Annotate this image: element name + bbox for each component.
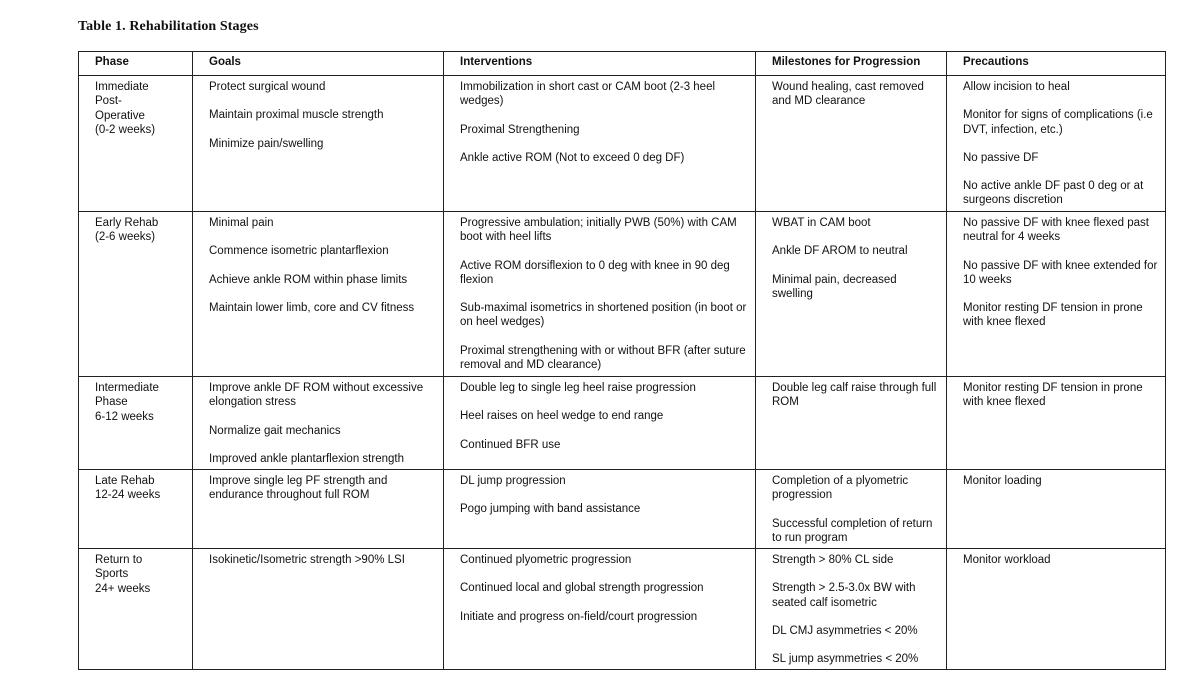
precautions-cell xyxy=(947,76,1166,212)
goals-cell xyxy=(193,377,444,470)
interventions-item: Active ROM dorsiflexion to 0 deg with knee in 90 deg flexion xyxy=(460,259,730,286)
precautions-item: Monitor loading xyxy=(963,475,1042,487)
milestones-item: Wound healing, cast removed and MD clearance xyxy=(772,81,924,108)
goals-cell xyxy=(193,470,444,549)
phase-cell: Return to Sports 24+ weeks xyxy=(79,549,193,670)
goals-cell xyxy=(193,76,444,212)
interventions-item: Progressive ambulation; initially PWB (50%) with CAM boot with heel lifts xyxy=(460,217,737,244)
header-goals: Goals xyxy=(193,52,444,76)
interventions-cell xyxy=(444,76,756,212)
interventions-cell xyxy=(444,377,756,470)
phase-cell: Early Rehab (2-6 weeks) xyxy=(79,212,193,377)
table-row xyxy=(79,549,1166,670)
phase-cell: Immediate Post- Operative (0-2 weeks) xyxy=(79,76,193,212)
interventions-item: Ankle active ROM (Not to exceed 0 deg DF) xyxy=(460,151,685,164)
milestones-item: DL CMJ asymmetries < 20% xyxy=(772,624,918,637)
table-row xyxy=(79,470,1166,549)
milestones-item: Strength > 2.5-3.0x BW with seated calf isometric xyxy=(772,582,916,609)
table-row xyxy=(79,377,1166,470)
table-row xyxy=(79,76,1166,212)
interventions-item: Initiate and progress on-field/court progression xyxy=(460,610,698,623)
header-milestones: Milestones for Progression xyxy=(756,52,947,76)
precautions-item: Monitor resting DF tension in prone with knee flexed xyxy=(963,302,1143,329)
goals-item: Minimal pain xyxy=(209,217,274,229)
rehabilitation-stages-table xyxy=(78,51,1166,670)
milestones-item: Double leg calf raise through full ROM xyxy=(772,382,937,409)
interventions-item: Double leg to single leg heel raise progression xyxy=(460,382,696,394)
goals-item: Improve single leg PF strength and endurance throughout full ROM xyxy=(209,475,388,502)
milestones-cell xyxy=(756,76,947,212)
phase-cell: Intermediate Phase 6-12 weeks xyxy=(79,377,193,470)
goals-item: Improved ankle plantarflexion strength xyxy=(209,452,404,465)
goals-item: Achieve ankle ROM within phase limits xyxy=(209,273,408,286)
milestones-item: Completion of a plyometric progression xyxy=(772,475,909,502)
goals-item: Maintain proximal muscle strength xyxy=(209,109,384,122)
milestones-item: SL jump asymmetries < 20% xyxy=(772,653,919,666)
goals-item: Isokinetic/Isometric strength >90% LSI xyxy=(209,554,405,566)
precautions-item: No passive DF xyxy=(963,151,1039,164)
interventions-item: Continued plyometric progression xyxy=(460,554,632,566)
goals-item: Commence isometric plantarflexion xyxy=(209,245,389,258)
table-title: Table 1. Rehabilitation Stages xyxy=(78,19,259,34)
goals-cell xyxy=(193,549,444,670)
interventions-item: Proximal Strengthening xyxy=(460,123,580,136)
milestones-item: WBAT in CAM boot xyxy=(772,217,871,229)
interventions-item: Continued local and global strength progression xyxy=(460,582,704,595)
milestones-cell xyxy=(756,212,947,377)
interventions-cell xyxy=(444,212,756,377)
header-precautions: Precautions xyxy=(947,52,1166,76)
milestones-cell xyxy=(756,377,947,470)
goals-cell xyxy=(193,212,444,377)
precautions-cell xyxy=(947,212,1166,377)
goals-item: Normalize gait mechanics xyxy=(209,424,341,437)
precautions-cell xyxy=(947,377,1166,470)
table-row xyxy=(79,212,1166,377)
milestones-item: Strength > 80% CL side xyxy=(772,554,894,566)
precautions-item: Monitor resting DF tension in prone with knee flexed xyxy=(963,382,1143,409)
milestones-cell xyxy=(756,549,947,670)
precautions-item: Monitor for signs of complications (i.e DVT, infection, etc.) xyxy=(963,109,1153,136)
precautions-item: Allow incision to heal xyxy=(963,81,1070,93)
precautions-cell xyxy=(947,470,1166,549)
milestones-cell xyxy=(756,470,947,549)
interventions-cell xyxy=(444,470,756,549)
precautions-item: Monitor workload xyxy=(963,554,1051,566)
precautions-item: No passive DF with knee flexed past neutral for 4 weeks xyxy=(963,217,1150,244)
precautions-cell xyxy=(947,549,1166,670)
precautions-item: No passive DF with knee extended for 10 weeks xyxy=(963,259,1158,286)
header-row xyxy=(79,52,1166,76)
header-interventions: Interventions xyxy=(444,52,756,76)
goals-item: Protect surgical wound xyxy=(209,81,326,93)
milestones-item: Minimal pain, decreased swelling xyxy=(772,273,897,300)
interventions-item: Proximal strengthening with or without BFR (after suture removal and MD clearance) xyxy=(460,344,746,372)
goals-item: Improve ankle DF ROM without excessive elongation stress xyxy=(209,382,424,409)
interventions-item: Heel raises on heel wedge to end range xyxy=(460,410,664,423)
interventions-item: Sub-maximal isometrics in shortened position (in boot or on heel wedges) xyxy=(460,302,747,329)
interventions-item: Continued BFR use xyxy=(460,438,561,451)
interventions-cell xyxy=(444,549,756,670)
milestones-item: Successful completion of return to run program xyxy=(772,517,933,544)
goals-item: Maintain lower limb, core and CV fitness xyxy=(209,301,415,314)
phase-cell: Late Rehab 12-24 weeks xyxy=(79,470,193,549)
milestones-item: Ankle DF AROM to neutral xyxy=(772,245,908,258)
precautions-item: No active ankle DF past 0 deg or at surgeons discretion xyxy=(963,180,1144,207)
goals-item: Minimize pain/swelling xyxy=(209,137,324,150)
header-phase: Phase xyxy=(79,52,193,76)
interventions-item: DL jump progression xyxy=(460,475,566,487)
interventions-item: Immobilization in short cast or CAM boot (2-3 heel wedges) xyxy=(460,81,716,108)
interventions-item: Pogo jumping with band assistance xyxy=(460,503,641,516)
